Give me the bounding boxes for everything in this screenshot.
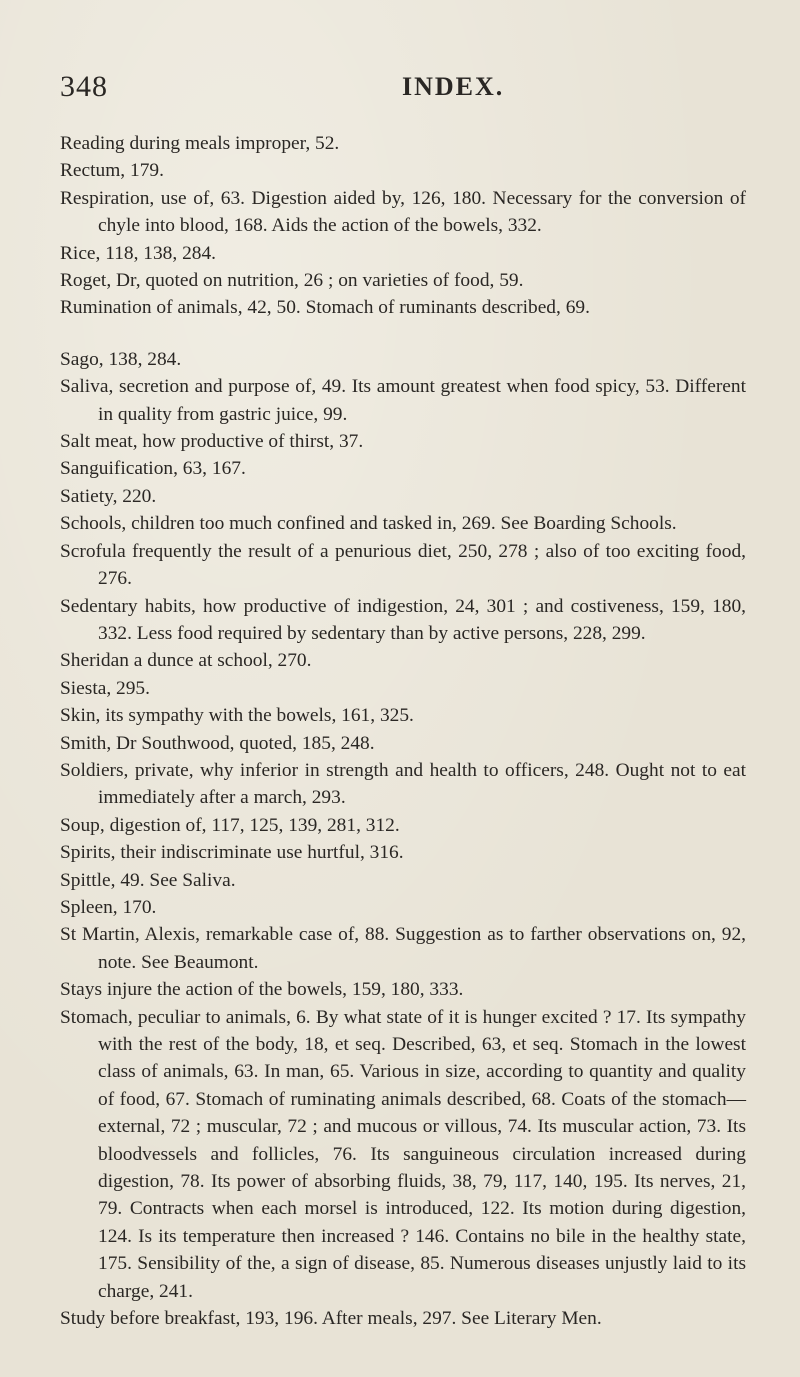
index-entry-sago: Sago, 138, 284.: [60, 348, 182, 370]
index-entry-scrofula: Scrofula frequently the result of a penurious diet, 250, 278 ; also of too exciting food, 276.: [60, 540, 746, 590]
index-entry-spirits: Spirits, their indiscriminate use hurtful, 316.: [60, 842, 404, 864]
index-entry-schools: Schools, children too much confined and tasked in, 269. See Boarding Schools.: [60, 513, 677, 535]
index-entry-stomach: Stomach, peculiar to animals, 6. By what state of it is hunger excited ? 17. Its sympathy with the rest of the body, 18, et seq. Described, 63, et seq. Stomach in the lowest class of animals, 63. In man, 65. Various in size, according to quantity and quality of food, 67. Stomach of ruminating animals described, 68. Coats of the stomach—external, 72 ; muscular, 72 ; and mucous or villous, 74. Its muscular action, 73. Its bloodvessels and follicles, 76. Its sanguineous circulation increased during digestion, 78. Its power of absorbing fluids, 38, 79, 117, 140, 195. Its nerves, 21, 79. Contracts when each morsel is introduced, 122. Its motion during digestion, 124. Is its temperature then increased ? 146. Contains no bile in the healthy state, 175. Sensibility of the, a sign of disease, 85. Numerous diseases unjustly laid to its charge, 241.: [60, 1006, 746, 1302]
index-entry-salt-meat: Salt meat, how productive of thirst, 37.: [60, 431, 364, 453]
index-entry-sheridan: Sheridan a dunce at school, 270.: [60, 650, 312, 672]
index-entry-study: Study before breakfast, 193, 196. After meals, 297. See Literary Men.: [60, 1308, 602, 1330]
index-entry-soup: Soup, digestion of, 117, 125, 139, 281, 312.: [60, 814, 400, 836]
index-entry-sanguification: Sanguification, 63, 167.: [60, 458, 246, 480]
index-entry-spleen: Spleen, 170.: [60, 896, 157, 918]
index-entry-soldiers: Soldiers, private, why inferior in strength and health to officers, 248. Ought not to eat immediately after a march, 293.: [60, 759, 746, 809]
index-entry-sedentary: Sedentary habits, how productive of indigestion, 24, 301 ; and costiveness, 159, 180, 332. Less food required by sedentary than by active persons, 228, 299.: [60, 595, 746, 644]
index-entry-spittle: Spittle, 49. See Saliva.: [60, 869, 236, 891]
page-number: 348: [60, 70, 108, 103]
index-entry-siesta: Siesta, 295.: [60, 677, 150, 699]
index-entry-smith: Smith, Dr Southwood, quoted, 185, 248.: [60, 732, 375, 754]
running-head: INDEX.: [402, 72, 505, 101]
section-gap: [60, 322, 746, 346]
page-header: [60, 70, 746, 110]
index-entry-st-martin: St Martin, Alexis, remarkable case of, 88. Suggestion as to farther observations on, 92, note. See Beaumont.: [60, 924, 746, 973]
index-entry-rumination: Rumination of animals, 42, 50. Stomach of ruminants described, 69.: [60, 297, 590, 319]
index-entry-rice: Rice, 118, 138, 284.: [60, 242, 217, 264]
index-entry-respiration: Respiration, use of, 63. Digestion aided by, 126, 180. Necessary for the conversion of chyle into blood, 168. Aids the action of the bowels, 332.: [60, 187, 746, 237]
index-entry-rectum: Rectum, 179.: [60, 160, 164, 182]
index-entry-roget: Roget, Dr, quoted on nutrition, 26 ; on varieties of food, 59.: [60, 270, 524, 292]
index-entry-satiety: Satiety, 220.: [60, 485, 157, 507]
index-entry-saliva: Saliva, secretion and purpose of, 49. Its amount greatest when food spicy, 53. Different in quality from gastric juice, 99.: [60, 376, 746, 425]
index-entry-stays: Stays injure the action of the bowels, 159, 180, 333.: [60, 979, 464, 1001]
index-entry-skin: Skin, its sympathy with the bowels, 161, 325.: [60, 705, 414, 727]
index-entries: [60, 130, 746, 1332]
index-entry-reading: Reading during meals improper, 52.: [60, 133, 340, 154]
